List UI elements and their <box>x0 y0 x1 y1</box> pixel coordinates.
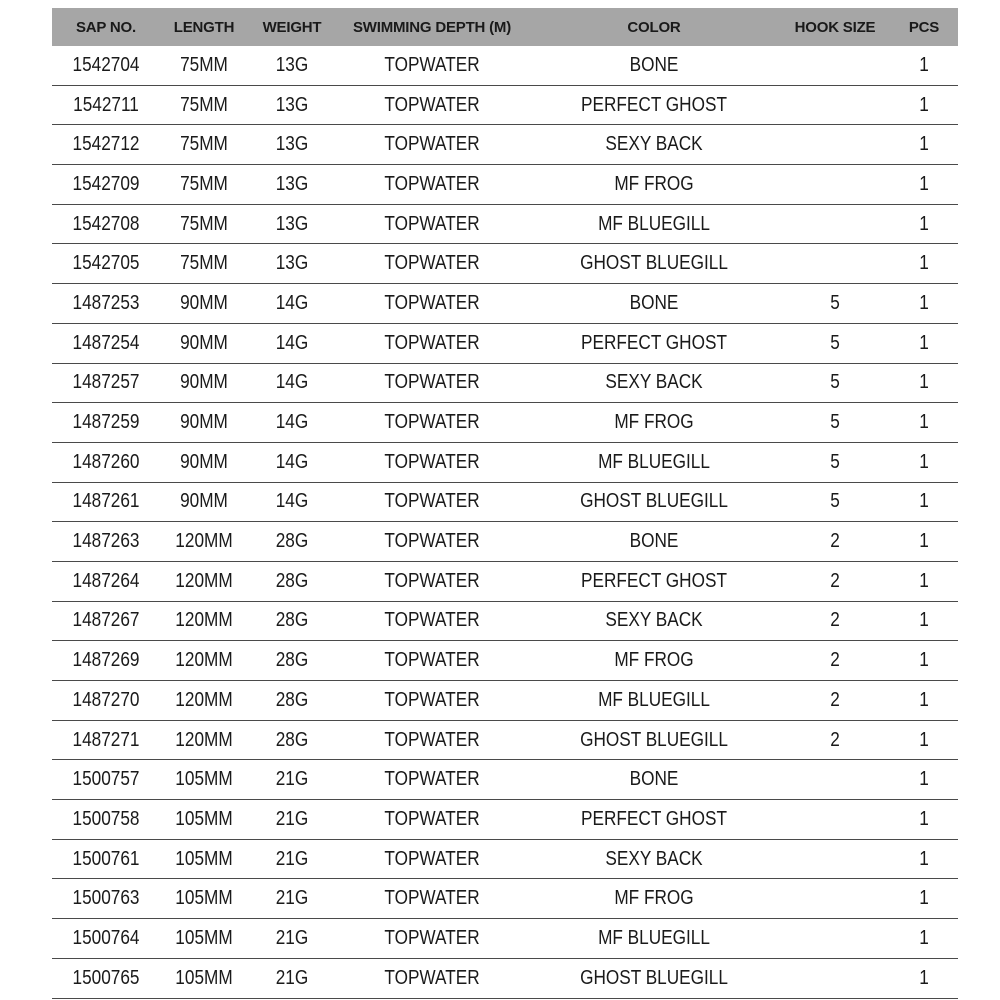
length-cell: 120MM <box>166 641 242 681</box>
swimming-depth-cell: TOPWATER <box>349 839 514 879</box>
weight-cell: 13G <box>254 125 330 165</box>
pcs-cell: 1 <box>895 681 953 721</box>
length-cell: 75MM <box>166 244 242 284</box>
length-cell: 90MM <box>166 363 242 403</box>
length-cell: 90MM <box>166 284 242 324</box>
table-row <box>52 482 958 522</box>
pcs-cell: 1 <box>895 442 953 482</box>
swimming-depth-cell: TOPWATER <box>349 879 514 919</box>
color-cell: GHOST BLUEGILL <box>546 958 763 998</box>
weight-cell: 13G <box>254 244 330 284</box>
sap-number-cell: 1487271 <box>60 720 153 760</box>
length-cell: 105MM <box>166 919 242 959</box>
sap-number-cell: 1500761 <box>60 839 153 879</box>
weight-cell: 28G <box>254 641 330 681</box>
color-cell: SEXY BACK <box>546 363 763 403</box>
color-cell: GHOST BLUEGILL <box>546 720 763 760</box>
sap-number-cell: 1487264 <box>60 561 153 601</box>
swimming-depth-cell: TOPWATER <box>349 165 514 205</box>
color-cell: MF BLUEGILL <box>546 919 763 959</box>
hook-size-cell: 5 <box>788 284 883 324</box>
swimming-depth-cell: TOPWATER <box>349 442 514 482</box>
pcs-cell: 1 <box>895 522 953 562</box>
sap-number-cell: 1487263 <box>60 522 153 562</box>
sap-number-cell: 1487259 <box>60 403 153 443</box>
weight-cell: 28G <box>254 720 330 760</box>
length-cell: 75MM <box>166 46 242 85</box>
pcs-cell: 1 <box>895 482 953 522</box>
length-cell: 75MM <box>166 85 242 125</box>
color-cell: PERFECT GHOST <box>546 85 763 125</box>
table-row <box>52 879 958 919</box>
sap-number-cell: 1487257 <box>60 363 153 403</box>
color-cell: PERFECT GHOST <box>546 800 763 840</box>
hook-size-cell <box>788 46 883 85</box>
sap-number-cell: 1487267 <box>60 601 153 641</box>
table-row <box>52 601 958 641</box>
pcs-cell: 1 <box>895 204 953 244</box>
swimming-depth-cell: TOPWATER <box>349 522 514 562</box>
color-cell: BONE <box>546 46 763 85</box>
length-cell: 120MM <box>166 720 242 760</box>
table-row <box>52 323 958 363</box>
length-cell: 90MM <box>166 403 242 443</box>
pcs-cell: 1 <box>895 403 953 443</box>
length-cell: 75MM <box>166 204 242 244</box>
sap-number-cell: 1500758 <box>60 800 153 840</box>
length-cell: 90MM <box>166 482 242 522</box>
color-cell: SEXY BACK <box>546 839 763 879</box>
swimming-depth-cell: TOPWATER <box>349 85 514 125</box>
swimming-depth-cell: TOPWATER <box>349 720 514 760</box>
weight-cell: 13G <box>254 85 330 125</box>
swimming-depth-cell: TOPWATER <box>349 958 514 998</box>
swimming-depth-cell: TOPWATER <box>349 323 514 363</box>
table-row <box>52 641 958 681</box>
weight-cell: 21G <box>254 760 330 800</box>
hook-size-cell: 5 <box>788 323 883 363</box>
swimming-depth-cell: TOPWATER <box>349 403 514 443</box>
weight-cell: 14G <box>254 323 330 363</box>
hook-size-cell: 2 <box>788 641 883 681</box>
swimming-depth-cell: TOPWATER <box>349 125 514 165</box>
sap-number-cell: 1542709 <box>60 165 153 205</box>
length-cell: 90MM <box>166 323 242 363</box>
hook-size-cell: 5 <box>788 482 883 522</box>
column-header-pcs: PCS <box>890 8 958 46</box>
weight-cell: 13G <box>254 165 330 205</box>
pcs-cell: 1 <box>895 85 953 125</box>
table-row <box>52 681 958 721</box>
length-cell: 105MM <box>166 800 242 840</box>
weight-cell: 13G <box>254 46 330 85</box>
table-row <box>52 839 958 879</box>
weight-cell: 13G <box>254 204 330 244</box>
hook-size-cell <box>788 800 883 840</box>
hook-size-cell <box>788 839 883 879</box>
hook-size-cell <box>788 244 883 284</box>
swimming-depth-cell: TOPWATER <box>349 681 514 721</box>
color-cell: BONE <box>546 284 763 324</box>
swimming-depth-cell: TOPWATER <box>349 482 514 522</box>
sap-number-cell: 1542708 <box>60 204 153 244</box>
table-row <box>52 363 958 403</box>
hook-size-cell: 2 <box>788 522 883 562</box>
pcs-cell: 1 <box>895 800 953 840</box>
weight-cell: 28G <box>254 601 330 641</box>
color-cell: MF FROG <box>546 879 763 919</box>
length-cell: 120MM <box>166 681 242 721</box>
length-cell: 120MM <box>166 561 242 601</box>
weight-cell: 14G <box>254 442 330 482</box>
table-row <box>52 958 958 998</box>
weight-cell: 14G <box>254 363 330 403</box>
swimming-depth-cell: TOPWATER <box>349 601 514 641</box>
color-cell: MF BLUEGILL <box>546 442 763 482</box>
color-cell: SEXY BACK <box>546 601 763 641</box>
weight-cell: 14G <box>254 403 330 443</box>
pcs-cell: 1 <box>895 839 953 879</box>
hook-size-cell <box>788 204 883 244</box>
sap-number-cell: 1487270 <box>60 681 153 721</box>
sap-number-cell: 1487253 <box>60 284 153 324</box>
length-cell: 105MM <box>166 760 242 800</box>
weight-cell: 14G <box>254 482 330 522</box>
table-row <box>52 442 958 482</box>
length-cell: 120MM <box>166 601 242 641</box>
hook-size-cell <box>788 85 883 125</box>
table-row <box>52 125 958 165</box>
hook-size-cell <box>788 958 883 998</box>
color-cell: MF FROG <box>546 403 763 443</box>
table-header-row <box>52 8 958 46</box>
sap-number-cell: 1542712 <box>60 125 153 165</box>
hook-size-cell <box>788 165 883 205</box>
swimming-depth-cell: TOPWATER <box>349 561 514 601</box>
hook-size-cell: 5 <box>788 363 883 403</box>
table-row <box>52 85 958 125</box>
pcs-cell: 1 <box>895 919 953 959</box>
sap-number-cell: 1487254 <box>60 323 153 363</box>
table-body <box>52 46 958 998</box>
sap-number-cell: 1487261 <box>60 482 153 522</box>
sap-number-cell: 1500764 <box>60 919 153 959</box>
sap-number-cell: 1542704 <box>60 46 153 85</box>
pcs-cell: 1 <box>895 284 953 324</box>
column-header-color: COLOR <box>528 8 780 46</box>
hook-size-cell <box>788 919 883 959</box>
hook-size-cell <box>788 879 883 919</box>
swimming-depth-cell: TOPWATER <box>349 244 514 284</box>
column-header-weight: WEIGHT <box>248 8 336 46</box>
table-row <box>52 800 958 840</box>
pcs-cell: 1 <box>895 601 953 641</box>
hook-size-cell: 5 <box>788 442 883 482</box>
pcs-cell: 1 <box>895 641 953 681</box>
swimming-depth-cell: TOPWATER <box>349 760 514 800</box>
weight-cell: 14G <box>254 284 330 324</box>
swimming-depth-cell: TOPWATER <box>349 204 514 244</box>
pcs-cell: 1 <box>895 46 953 85</box>
product-spec-table <box>52 8 958 999</box>
length-cell: 105MM <box>166 839 242 879</box>
color-cell: MF BLUEGILL <box>546 204 763 244</box>
column-header-sap-no: SAP NO. <box>52 8 160 46</box>
pcs-cell: 1 <box>895 720 953 760</box>
hook-size-cell <box>788 125 883 165</box>
color-cell: BONE <box>546 760 763 800</box>
color-cell: MF FROG <box>546 641 763 681</box>
hook-size-cell: 2 <box>788 681 883 721</box>
table-row <box>52 720 958 760</box>
swimming-depth-cell: TOPWATER <box>349 919 514 959</box>
color-cell: PERFECT GHOST <box>546 323 763 363</box>
color-cell: BONE <box>546 522 763 562</box>
table-row <box>52 919 958 959</box>
hook-size-cell: 2 <box>788 561 883 601</box>
weight-cell: 21G <box>254 958 330 998</box>
swimming-depth-cell: TOPWATER <box>349 46 514 85</box>
pcs-cell: 1 <box>895 561 953 601</box>
pcs-cell: 1 <box>895 879 953 919</box>
pcs-cell: 1 <box>895 958 953 998</box>
sap-number-cell: 1500757 <box>60 760 153 800</box>
color-cell: GHOST BLUEGILL <box>546 482 763 522</box>
swimming-depth-cell: TOPWATER <box>349 800 514 840</box>
table-row <box>52 165 958 205</box>
color-cell: MF FROG <box>546 165 763 205</box>
table-row <box>52 46 958 85</box>
column-header-length: LENGTH <box>160 8 248 46</box>
hook-size-cell <box>788 760 883 800</box>
pcs-cell: 1 <box>895 165 953 205</box>
table-row <box>52 403 958 443</box>
pcs-cell: 1 <box>895 323 953 363</box>
table-row <box>52 244 958 284</box>
weight-cell: 21G <box>254 839 330 879</box>
sap-number-cell: 1500763 <box>60 879 153 919</box>
swimming-depth-cell: TOPWATER <box>349 641 514 681</box>
weight-cell: 21G <box>254 800 330 840</box>
table-row <box>52 561 958 601</box>
pcs-cell: 1 <box>895 125 953 165</box>
weight-cell: 21G <box>254 919 330 959</box>
color-cell: PERFECT GHOST <box>546 561 763 601</box>
weight-cell: 21G <box>254 879 330 919</box>
hook-size-cell: 2 <box>788 601 883 641</box>
column-header-hook-size: HOOK SIZE <box>780 8 890 46</box>
hook-size-cell: 2 <box>788 720 883 760</box>
pcs-cell: 1 <box>895 760 953 800</box>
length-cell: 75MM <box>166 125 242 165</box>
length-cell: 105MM <box>166 958 242 998</box>
length-cell: 75MM <box>166 165 242 205</box>
swimming-depth-cell: TOPWATER <box>349 363 514 403</box>
color-cell: GHOST BLUEGILL <box>546 244 763 284</box>
weight-cell: 28G <box>254 561 330 601</box>
color-cell: SEXY BACK <box>546 125 763 165</box>
table-row <box>52 204 958 244</box>
sap-number-cell: 1487260 <box>60 442 153 482</box>
length-cell: 120MM <box>166 522 242 562</box>
table-row <box>52 760 958 800</box>
hook-size-cell: 5 <box>788 403 883 443</box>
sap-number-cell: 1542705 <box>60 244 153 284</box>
sap-number-cell: 1500765 <box>60 958 153 998</box>
column-header-swimming-depth: SWIMMING DEPTH (M) <box>336 8 528 46</box>
sap-number-cell: 1542711 <box>60 85 153 125</box>
pcs-cell: 1 <box>895 363 953 403</box>
weight-cell: 28G <box>254 681 330 721</box>
table-row <box>52 522 958 562</box>
color-cell: MF BLUEGILL <box>546 681 763 721</box>
table-row <box>52 284 958 324</box>
sap-number-cell: 1487269 <box>60 641 153 681</box>
swimming-depth-cell: TOPWATER <box>349 284 514 324</box>
weight-cell: 28G <box>254 522 330 562</box>
length-cell: 90MM <box>166 442 242 482</box>
pcs-cell: 1 <box>895 244 953 284</box>
length-cell: 105MM <box>166 879 242 919</box>
